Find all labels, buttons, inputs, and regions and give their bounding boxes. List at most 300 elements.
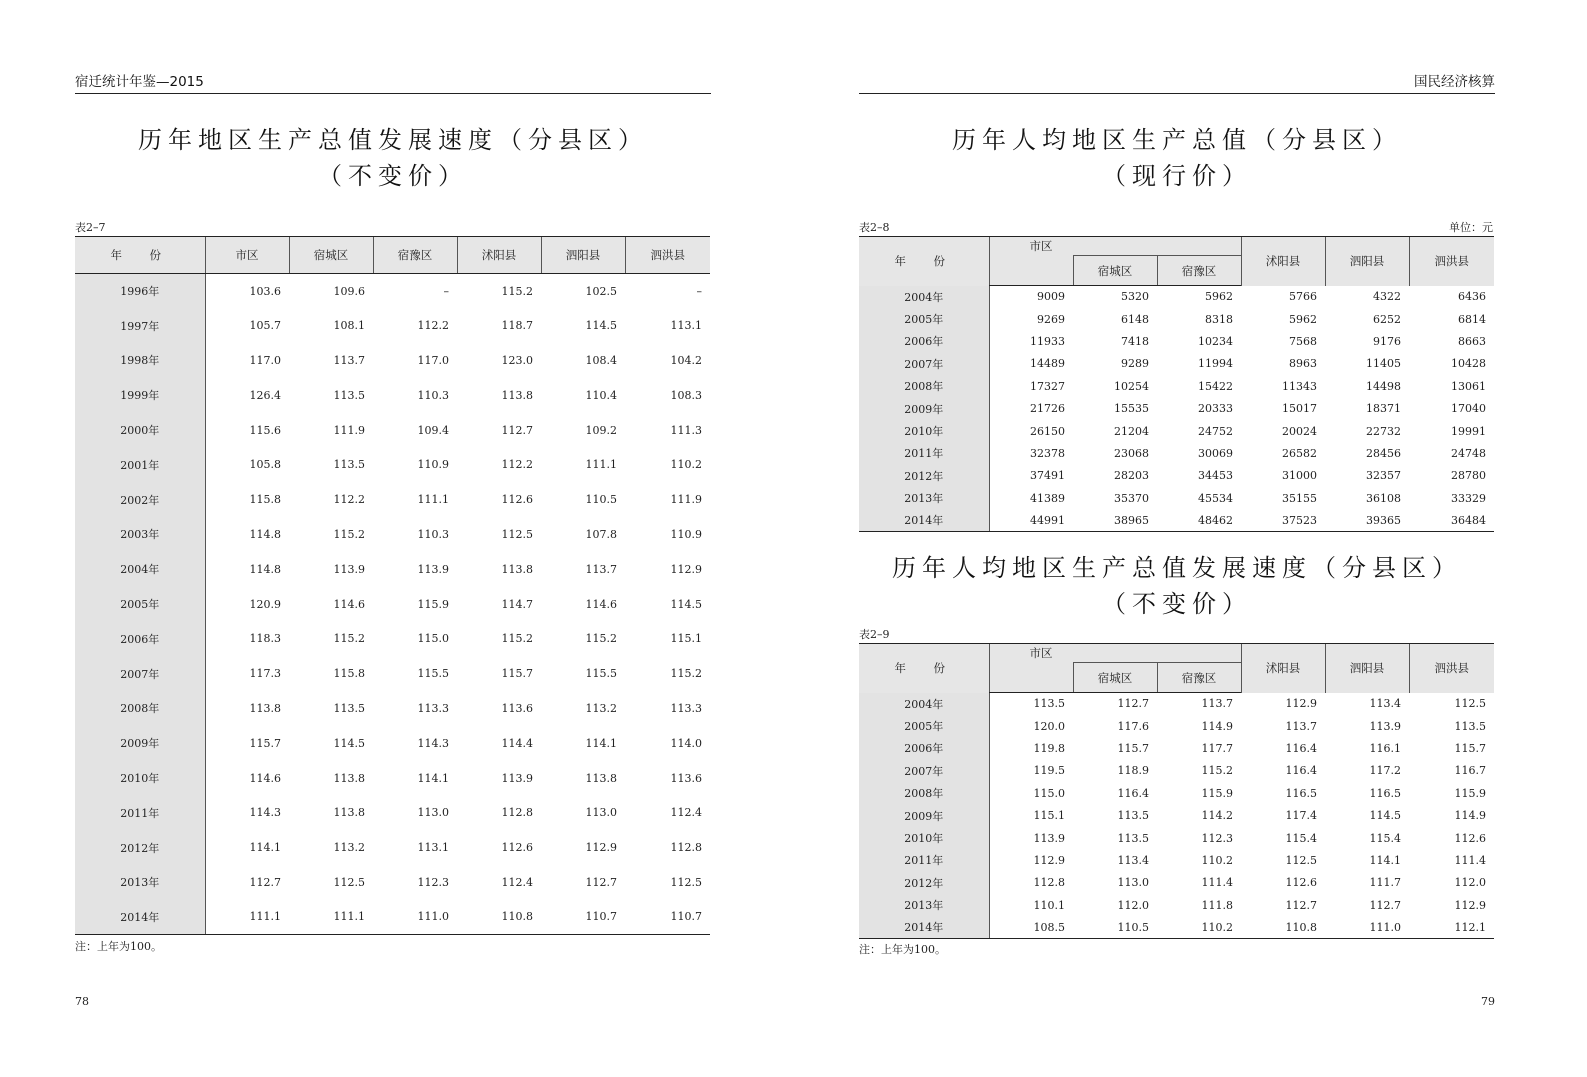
value-cell: 7418 [1121, 334, 1149, 348]
year-cell: 2007年 [859, 760, 989, 782]
table-row [859, 420, 1494, 442]
value-cell: 26150 [1030, 424, 1065, 438]
value-cell: 115.9 [1201, 786, 1234, 800]
value-cell: 33329 [1451, 491, 1487, 505]
value-cell: 113.4 [1117, 853, 1149, 867]
value-cell: 111.4 [1201, 876, 1234, 890]
value-cell: 48462 [1157, 509, 1241, 531]
value-cell: 113.5 [1117, 831, 1149, 845]
value-cell: 110.7 [625, 900, 710, 935]
year-cell: 2013年 [859, 894, 989, 916]
year-cell: 1996年 [75, 274, 205, 309]
value-cell: 36484 [1409, 509, 1494, 531]
value-cell: 110.2 [670, 458, 702, 472]
value-cell: 113.4 [1369, 697, 1402, 711]
value-cell: 32357 [1366, 469, 1402, 483]
year-cell: 2005年 [859, 715, 989, 737]
value-cell: 112.5 [670, 875, 702, 889]
value-cell: 117.0 [417, 353, 449, 367]
value-cell: 111.7 [1369, 876, 1402, 890]
table-row [859, 804, 1494, 826]
table-2-9 [859, 643, 1494, 939]
value-cell: 114.5 [585, 319, 617, 333]
value-cell: 114.1 [585, 736, 617, 750]
value-cell: 15535 [1114, 402, 1149, 416]
value-cell: 44991 [989, 509, 1073, 531]
value-cell: 115.7 [1117, 741, 1149, 755]
table-2-8-label: 表2–8 [859, 221, 890, 234]
value-cell: 112.5 [333, 875, 365, 889]
value-cell: 114.2 [1201, 809, 1234, 823]
value-cell: 11994 [1198, 357, 1234, 371]
value-cell: 115.7 [1454, 741, 1487, 755]
value-cell: 112.6 [501, 841, 533, 855]
value-cell: 112.9 [670, 562, 702, 576]
value-cell: 112.9 [585, 841, 617, 855]
value-cell: 41389 [1030, 491, 1065, 505]
value-cell: 112.6 [1285, 876, 1318, 890]
year-cell: 2013年 [75, 865, 205, 900]
value-cell: 115.2 [333, 527, 365, 541]
value-cell: 112.9 [1454, 898, 1487, 912]
value-cell: 115.4 [1369, 831, 1402, 845]
value-cell: 26582 [1282, 446, 1318, 460]
value-cell: 115.4 [1285, 831, 1318, 845]
value-cell: 15017 [1282, 402, 1318, 416]
header-county-3: 泗洪县 [1409, 644, 1494, 693]
page-number-right: 79 [1481, 995, 1495, 1008]
table-row [75, 517, 710, 552]
header-column: 沭阳县 [457, 237, 541, 274]
table-row [75, 413, 710, 448]
value-cell: 111.0 [373, 900, 457, 935]
value-cell: 113.9 [1033, 831, 1065, 845]
value-cell: 112.4 [670, 806, 702, 820]
value-cell: 113.5 [1117, 809, 1149, 823]
value-cell: 110.5 [1073, 916, 1157, 938]
table-row [75, 621, 710, 656]
year-cell: 2008年 [75, 691, 205, 726]
value-cell: 104.2 [670, 353, 702, 367]
table-row [75, 795, 710, 830]
value-cell: 9289 [1121, 357, 1149, 371]
running-head-right [859, 72, 1495, 94]
year-cell: 2011年 [75, 795, 205, 830]
value-cell: 35155 [1282, 491, 1318, 505]
value-cell: 34453 [1198, 469, 1234, 483]
header-urban: 市区 [989, 644, 1241, 663]
value-cell: 115.5 [417, 667, 449, 681]
table-row [75, 830, 710, 865]
value-cell: 112.8 [1033, 876, 1065, 890]
left-page [75, 0, 711, 1077]
year-cell: 2012年 [859, 465, 989, 487]
table-row [859, 827, 1494, 849]
value-cell: 113.0 [585, 806, 617, 820]
value-cell: 120.9 [249, 597, 281, 611]
table-row [75, 482, 710, 517]
value-cell: 111.8 [1201, 898, 1234, 912]
value-cell: 112.9 [1285, 697, 1318, 711]
table-row [859, 872, 1494, 894]
value-cell: 112.3 [1201, 831, 1234, 845]
value-cell: 109.4 [417, 423, 449, 437]
value-cell: 113.8 [249, 701, 281, 715]
value-cell: 118.3 [249, 632, 281, 646]
value-cell: 113.0 [1117, 876, 1149, 890]
value-cell: 113.2 [333, 841, 365, 855]
year-cell: 2013年 [859, 487, 989, 509]
year-cell: 2010年 [859, 420, 989, 442]
value-cell: 114.9 [1454, 809, 1487, 823]
value-cell: 6148 [1121, 312, 1149, 326]
year-cell: 2004年 [859, 693, 989, 715]
header-column: 宿豫区 [373, 237, 457, 274]
value-cell: 115.2 [1201, 764, 1234, 778]
value-cell: 107.8 [585, 527, 617, 541]
value-cell: 114.7 [501, 597, 533, 611]
value-cell: 112.0 [1117, 898, 1149, 912]
value-cell: 28203 [1114, 469, 1149, 483]
value-cell: 111.0 [1325, 916, 1409, 938]
value-cell: 39365 [1325, 509, 1409, 531]
value-cell: 116.4 [1285, 741, 1318, 755]
header-sub-district-2: 宿豫区 [1157, 256, 1241, 286]
value-cell: 113.7 [1201, 697, 1234, 711]
value-cell: 8663 [1458, 334, 1487, 348]
year-cell: 2012年 [75, 830, 205, 865]
value-cell: 115.7 [249, 736, 281, 750]
year-cell: 2004年 [75, 552, 205, 587]
value-cell: 117.3 [249, 667, 281, 681]
year-cell: 2009年 [859, 397, 989, 419]
header-urban-blank [989, 256, 1073, 286]
value-cell: 116.4 [1117, 786, 1149, 800]
header-county-3: 泗洪县 [1409, 237, 1494, 286]
value-cell: 113.7 [585, 562, 617, 576]
value-cell: 112.5 [501, 527, 533, 541]
value-cell: 113.5 [1454, 719, 1487, 733]
value-cell: 111.4 [1454, 853, 1487, 867]
value-cell: 114.1 [417, 771, 449, 785]
table-row [75, 552, 710, 587]
value-cell: 112.1 [1409, 916, 1494, 938]
value-cell: 115.6 [249, 423, 281, 437]
value-cell: 115.9 [1454, 786, 1487, 800]
value-cell: – [443, 284, 449, 298]
year-cell: 2011年 [859, 849, 989, 871]
value-cell: 24748 [1451, 446, 1487, 460]
value-cell: 115.2 [501, 632, 533, 646]
header-urban-blank [989, 663, 1073, 693]
value-cell: 13061 [1451, 379, 1487, 393]
value-cell: 113.8 [585, 771, 617, 785]
value-cell: 109.2 [585, 423, 617, 437]
page-number-left: 78 [75, 995, 89, 1008]
value-cell: 108.5 [989, 916, 1073, 938]
value-cell: 113.9 [1369, 719, 1402, 733]
value-cell: 108.3 [670, 388, 702, 402]
table-row [75, 274, 710, 309]
year-cell: 2005年 [75, 587, 205, 622]
running-head-text: 宿迁统计年鉴—2015 [75, 74, 204, 90]
year-cell: 2007年 [859, 353, 989, 375]
header-county-1: 沭阳县 [1241, 644, 1325, 693]
value-cell: 115.2 [333, 632, 365, 646]
value-cell: 123.0 [501, 353, 533, 367]
value-cell: 112.7 [1117, 697, 1149, 711]
value-cell: 114.6 [585, 597, 617, 611]
value-cell: 113.2 [585, 701, 617, 715]
value-cell: 111.1 [585, 458, 617, 472]
header-county-2: 泗阳县 [1325, 644, 1409, 693]
value-cell: 38965 [1073, 509, 1157, 531]
table-row [75, 343, 710, 378]
table-row [75, 447, 710, 482]
value-cell: 28780 [1451, 469, 1487, 483]
value-cell: 115.1 [670, 632, 702, 646]
value-cell: 117.4 [1285, 809, 1318, 823]
value-cell: 114.5 [670, 597, 702, 611]
value-cell: 105.7 [249, 319, 281, 333]
table-row [859, 465, 1494, 487]
value-cell: 115.2 [670, 667, 702, 681]
value-cell: 11405 [1366, 357, 1402, 371]
value-cell: 114.0 [670, 736, 702, 750]
value-cell: 115.5 [585, 667, 617, 681]
year-cell: 2005年 [859, 308, 989, 330]
value-cell: 114.1 [249, 841, 281, 855]
table-row [75, 308, 710, 343]
table-row [859, 894, 1494, 916]
header-column: 泗洪县 [625, 237, 710, 274]
table-2-7 [75, 236, 710, 935]
value-cell: 112.7 [501, 423, 533, 437]
value-cell: 113.8 [501, 562, 533, 576]
value-cell: 112.7 [1285, 898, 1318, 912]
value-cell: 21726 [1030, 402, 1065, 416]
value-cell: 10234 [1198, 334, 1234, 348]
value-cell: 110.8 [457, 900, 541, 935]
value-cell: 28456 [1366, 446, 1402, 460]
table-row [859, 782, 1494, 804]
header-year: 年 份 [859, 237, 989, 286]
value-cell: 111.9 [333, 423, 365, 437]
value-cell: 35370 [1114, 491, 1149, 505]
value-cell: 116.5 [1369, 786, 1402, 800]
value-cell: 114.9 [1201, 719, 1234, 733]
value-cell: 110.1 [1033, 898, 1065, 912]
value-cell: 112.6 [501, 493, 533, 507]
value-cell: 112.0 [1454, 876, 1487, 890]
value-cell: 115.0 [1033, 786, 1065, 800]
value-cell: 19991 [1451, 424, 1487, 438]
value-cell: 113.1 [417, 841, 449, 855]
year-cell: 2010年 [75, 761, 205, 796]
value-cell: 103.6 [249, 284, 281, 298]
value-cell: 110.3 [417, 527, 449, 541]
value-cell: 111.9 [670, 493, 702, 507]
table-row [75, 587, 710, 622]
value-cell: 119.8 [1033, 741, 1065, 755]
header-county-2: 泗阳县 [1325, 237, 1409, 286]
year-cell: 1999年 [75, 378, 205, 413]
value-cell: 113.8 [333, 806, 365, 820]
header-sub-district-2: 宿豫区 [1157, 663, 1241, 693]
value-cell: 114.5 [333, 736, 365, 750]
value-cell: 114.8 [249, 562, 281, 576]
value-cell: 9176 [1373, 334, 1402, 348]
table-row [859, 715, 1494, 737]
table-2-8 [859, 236, 1494, 532]
value-cell: 37523 [1241, 509, 1325, 531]
value-cell: 8963 [1289, 357, 1318, 371]
value-cell: 20333 [1198, 402, 1234, 416]
table-2-8-unit: 单位：元 [1449, 221, 1493, 234]
table-2-9-subtitle: （不变价） [1102, 590, 1252, 618]
value-cell: 116.5 [1285, 786, 1318, 800]
table-row [75, 691, 710, 726]
value-cell: 110.2 [1157, 916, 1241, 938]
value-cell: 114.4 [501, 736, 533, 750]
value-cell: 36108 [1366, 491, 1402, 505]
value-cell: 113.1 [670, 319, 702, 333]
value-cell: 105.8 [249, 458, 281, 472]
value-cell: 7568 [1289, 334, 1318, 348]
value-cell: 110.2 [1201, 853, 1234, 867]
table-row [859, 693, 1494, 715]
table-row [859, 375, 1494, 397]
value-cell: 102.5 [585, 284, 617, 298]
header-county-1: 沭阳县 [1241, 237, 1325, 286]
value-cell: 18371 [1366, 402, 1402, 416]
header-column: 市区 [205, 237, 289, 274]
value-cell: 113.5 [333, 388, 365, 402]
year-cell: 2012年 [859, 872, 989, 894]
value-cell: 112.9 [1033, 853, 1065, 867]
value-cell: 108.4 [585, 353, 617, 367]
header-year: 年 份 [859, 644, 989, 693]
value-cell: 114.3 [417, 736, 449, 750]
table-row [75, 761, 710, 796]
value-cell: 113.5 [333, 458, 365, 472]
value-cell: 112.3 [417, 875, 449, 889]
value-cell: 113.0 [417, 806, 449, 820]
value-cell: 117.2 [1369, 764, 1402, 778]
table-2-7-note: 注：上年为100。 [75, 940, 162, 953]
year-cell: 2004年 [859, 286, 989, 308]
table-row [75, 378, 710, 413]
year-cell: 2006年 [859, 330, 989, 352]
value-cell: 5766 [1289, 290, 1318, 304]
value-cell: 10428 [1451, 357, 1487, 371]
value-cell: 112.5 [1454, 697, 1487, 711]
value-cell: 6252 [1373, 312, 1402, 326]
value-cell: 113.7 [333, 353, 365, 367]
year-cell: 2014年 [75, 900, 205, 935]
value-cell: 11933 [1030, 334, 1065, 348]
value-cell: 117.0 [249, 353, 281, 367]
header-year: 年 份 [75, 237, 205, 274]
table-row [859, 916, 1494, 938]
value-cell: 113.6 [501, 701, 533, 715]
year-cell: 2006年 [859, 737, 989, 759]
table-row [859, 308, 1494, 330]
table-row [859, 737, 1494, 759]
value-cell: 110.7 [541, 900, 625, 935]
value-cell: 111.1 [417, 493, 449, 507]
table-row [859, 330, 1494, 352]
value-cell: 113.8 [333, 771, 365, 785]
value-cell: 11343 [1282, 379, 1318, 393]
table-row [859, 353, 1494, 375]
value-cell: 20024 [1282, 424, 1318, 438]
table-row [75, 900, 710, 935]
header-sub-district-1: 宿城区 [1073, 663, 1157, 693]
value-cell: 113.9 [501, 771, 533, 785]
value-cell: 114.6 [333, 597, 365, 611]
header-sub-district-1: 宿城区 [1073, 256, 1157, 286]
value-cell: 6814 [1458, 312, 1487, 326]
table-row [859, 442, 1494, 464]
value-cell: 31000 [1282, 469, 1318, 483]
table-row [859, 286, 1494, 308]
value-cell: 111.3 [670, 423, 702, 437]
value-cell: – [696, 284, 702, 298]
value-cell: 15422 [1198, 379, 1234, 393]
year-cell: 2011年 [859, 442, 989, 464]
value-cell: 108.1 [333, 319, 365, 333]
value-cell: 112.5 [1285, 853, 1318, 867]
value-cell: 112.8 [501, 806, 533, 820]
value-cell: 112.2 [501, 458, 533, 472]
header-column: 宿城区 [289, 237, 373, 274]
table-2-9-label: 表2–9 [859, 628, 890, 641]
value-cell: 37491 [1030, 469, 1065, 483]
value-cell: 116.4 [1285, 764, 1318, 778]
right-page [859, 0, 1495, 1077]
table-2-8-title: 历年人均地区生产总值（分县区） [952, 126, 1402, 154]
value-cell: 113.5 [333, 701, 365, 715]
table-row [859, 849, 1494, 871]
running-head-text: 国民经济核算 [1414, 74, 1495, 90]
year-cell: 1997年 [75, 308, 205, 343]
value-cell: 114.8 [249, 527, 281, 541]
value-cell: 9009 [1037, 290, 1065, 304]
table-2-7-title: 历年地区生产总值发展速度（分县区） [138, 126, 648, 154]
value-cell: 21204 [1114, 424, 1149, 438]
value-cell: 22732 [1366, 424, 1402, 438]
header-urban: 市区 [989, 237, 1241, 256]
table-2-7-label: 表2–7 [75, 221, 106, 234]
value-cell: 113.9 [417, 562, 449, 576]
table-row [75, 865, 710, 900]
value-cell: 5962 [1205, 290, 1234, 304]
value-cell: 110.5 [585, 493, 617, 507]
value-cell: 112.2 [417, 319, 449, 333]
value-cell: 113.3 [417, 701, 449, 715]
value-cell: 110.3 [417, 388, 449, 402]
value-cell: 112.7 [1369, 898, 1402, 912]
year-cell: 2009年 [859, 804, 989, 826]
year-cell: 2014年 [859, 509, 989, 531]
value-cell: 115.9 [417, 597, 449, 611]
value-cell: 17327 [1030, 379, 1065, 393]
value-cell: 8318 [1205, 312, 1234, 326]
value-cell: 113.3 [670, 701, 702, 715]
value-cell: 9269 [1037, 312, 1065, 326]
year-cell: 2009年 [75, 726, 205, 761]
